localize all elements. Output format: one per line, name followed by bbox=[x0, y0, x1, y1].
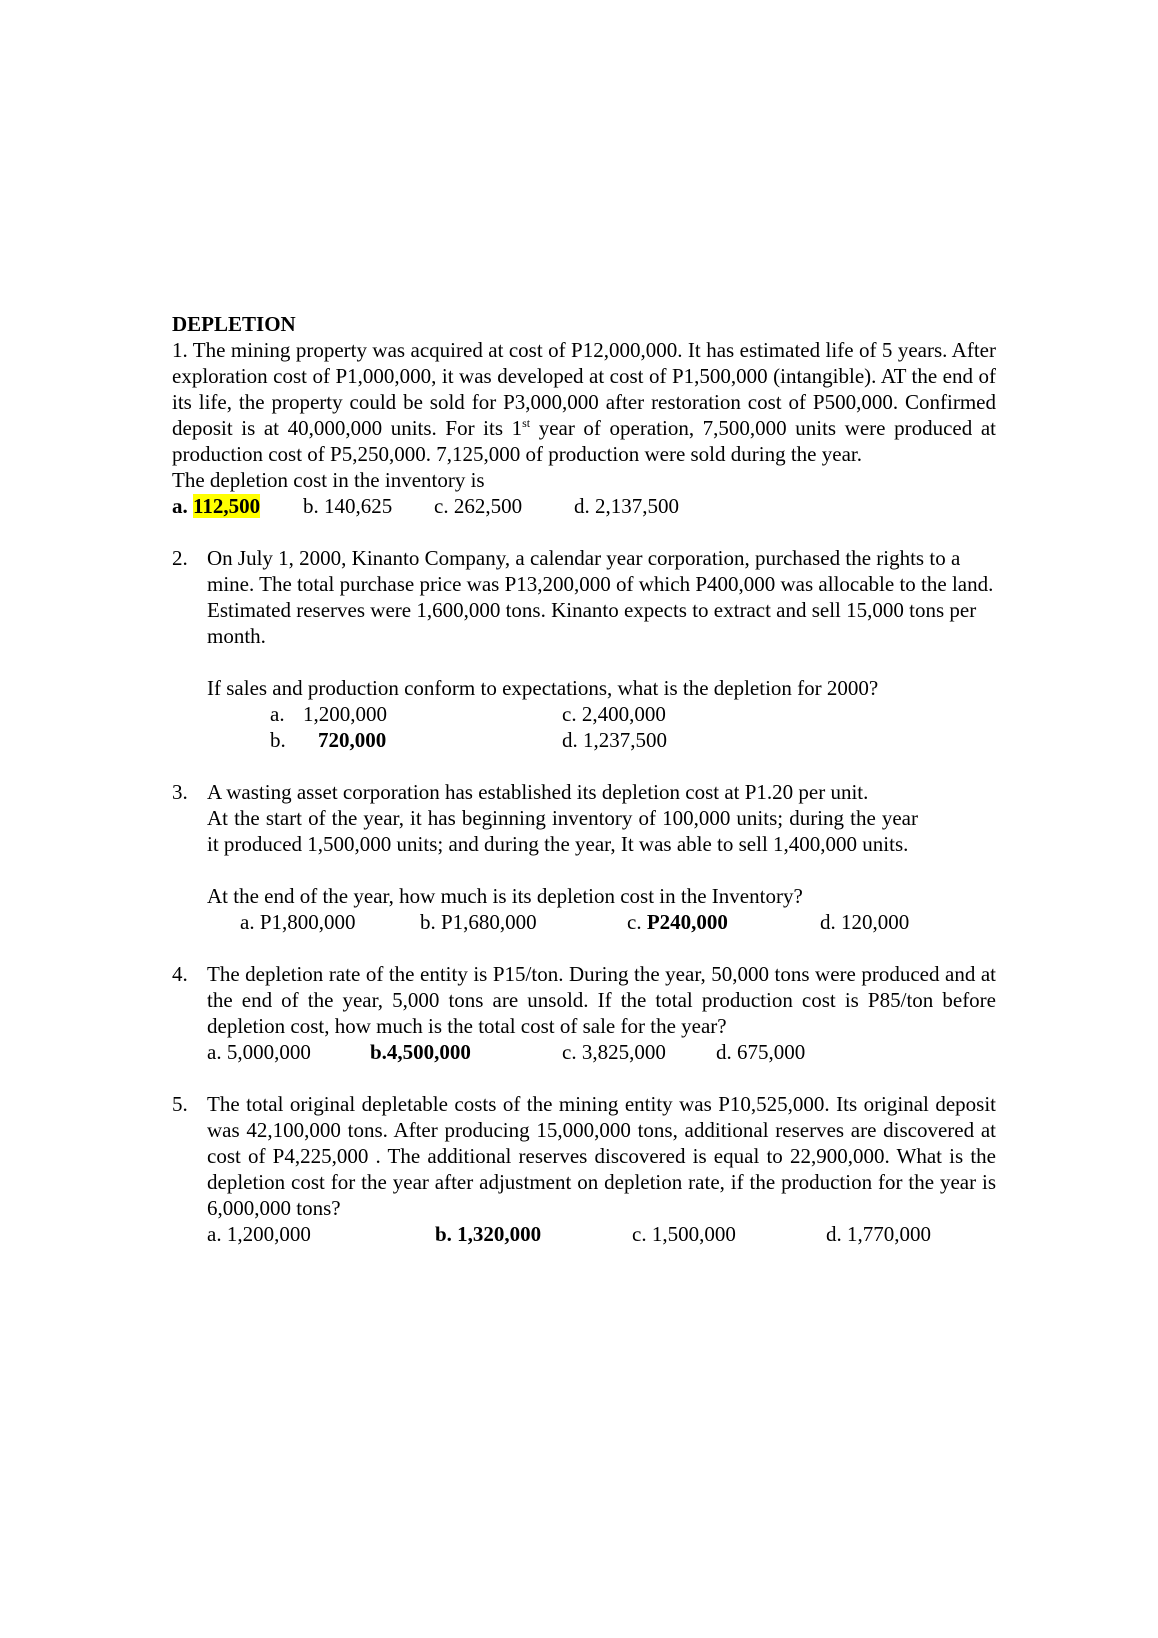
question-3-option-c-value: P240,000 bbox=[646, 910, 728, 934]
question-2-option-b-value: 720,000 bbox=[318, 728, 387, 752]
question-3-text: At the start of the year, it has beginning inventory of 100,000 units; during the year it produced 1,500,000 units; and during the year, It was able to sell 1,400,000 units. bbox=[207, 806, 918, 856]
question-1-option-a-prefix: a. bbox=[172, 494, 188, 518]
question-3-option-d: d. 120,000 bbox=[820, 910, 910, 934]
question-3-option-a: a. P1,800,000 bbox=[240, 910, 356, 934]
question-1-option-c: c. 262,500 bbox=[434, 494, 523, 518]
question-2 bbox=[172, 545, 996, 753]
question-4-option-d: d. 675,000 bbox=[716, 1040, 806, 1064]
question-5-option-b: b. 1,320,000 bbox=[435, 1222, 542, 1246]
question-1-text-b: year of operation, 7,500,000 units were produced at production cost of P5,250,000. 7,125,000 of production were sold during the year. bbox=[172, 416, 996, 466]
question-1-text-a: 1. The mining property was acquired at cost of P12,000,000. It has estimated life of 5 years. After exploration cost of P1,000,000, it was developed at cost of P1,500,000 (intangible). AT the end of its life, the property could be sold for P3,000,000 after restoration cost of P500,000. Confirmed deposit is at 40,000,000 units. For its 1 bbox=[172, 338, 996, 440]
question-4-option-a: a. 5,000,000 bbox=[207, 1040, 311, 1064]
question-1-option-a-highlight: 112,500 bbox=[193, 494, 261, 518]
question-2-option-d: d. 1,237,500 bbox=[562, 728, 667, 752]
question-1-options bbox=[172, 493, 996, 519]
question-3-prompt: At the end of the year, how much is its depletion cost in the Inventory? bbox=[207, 884, 803, 908]
question-2-number: 2. bbox=[172, 546, 188, 570]
question-3-line-1: A wasting asset corporation has established its depletion cost at P1.20 per unit. bbox=[207, 780, 869, 804]
question-5-text: The total original depletable costs of the mining entity was P10,525,000. Its original deposit was 42,100,000 tons. After producing 15,000,000 tons, additional reserves are discovered at cost of P4,225,000 . The additional reserves discovered is equal to 22,900,000. What is the depletion cost for the year after adjustment on depletion rate, if the production for the year is 6,000,000 tons? bbox=[207, 1092, 996, 1220]
question-1-option-b: b. 140,625 bbox=[303, 494, 393, 518]
question-2-option-c: c. 2,400,000 bbox=[562, 702, 666, 726]
question-2-option-b-label: b. bbox=[270, 728, 286, 752]
question-1-option-a bbox=[172, 493, 260, 519]
question-2-options-row-1 bbox=[207, 701, 996, 727]
question-1-superscript: st bbox=[522, 416, 531, 430]
question-3 bbox=[172, 779, 996, 935]
question-5-options bbox=[207, 1221, 996, 1247]
question-3-number: 3. bbox=[172, 780, 188, 804]
question-2-option-a-label: a. bbox=[270, 702, 285, 726]
question-5-option-c: c. 1,500,000 bbox=[632, 1222, 736, 1246]
question-2-options-row-2 bbox=[207, 727, 996, 753]
question-2-option-a-value: 1,200,000 bbox=[303, 702, 387, 726]
question-1-text bbox=[172, 337, 996, 467]
question-4-option-c: c. 3,825,000 bbox=[562, 1040, 666, 1064]
question-3-options bbox=[207, 909, 918, 935]
question-5 bbox=[172, 1091, 996, 1247]
question-1-prompt: The depletion cost in the inventory is bbox=[172, 468, 485, 492]
page-title: DEPLETION bbox=[172, 312, 296, 336]
question-4-option-b: b.4,500,000 bbox=[370, 1040, 471, 1064]
question-4-text: The depletion rate of the entity is P15/ton. During the year, 50,000 tons were produced and at the end of the year, 5,000 tons are unsold. If the total production cost is P85/ton before depletion cost, how much is the total cost of sale for the year? bbox=[207, 962, 996, 1038]
question-5-option-d: d. 1,770,000 bbox=[826, 1222, 931, 1246]
question-2-text: On July 1, 2000, Kinanto Company, a calendar year corporation, purchased the rights to a mine. The total purchase price was P13,200,000 of which P400,000 was allocable to the land. Estimated reserves were 1,600,000 tons. Kinanto expects to extract and sell 15,000 tons per month. bbox=[207, 546, 994, 648]
question-4-options bbox=[207, 1039, 996, 1065]
question-1 bbox=[172, 337, 996, 519]
question-5-option-a: a. 1,200,000 bbox=[207, 1222, 311, 1246]
question-2-prompt: If sales and production conform to expectations, what is the depletion for 2000? bbox=[207, 676, 879, 700]
document-page bbox=[172, 311, 996, 1247]
question-3-option-c-prefix: c. bbox=[627, 910, 642, 934]
question-5-number: 5. bbox=[172, 1092, 188, 1116]
question-3-option-b: b. P1,680,000 bbox=[420, 910, 537, 934]
question-1-option-d: d. 2,137,500 bbox=[574, 494, 679, 518]
question-3-option-c bbox=[627, 909, 728, 935]
question-4 bbox=[172, 961, 996, 1065]
question-4-number: 4. bbox=[172, 962, 188, 986]
